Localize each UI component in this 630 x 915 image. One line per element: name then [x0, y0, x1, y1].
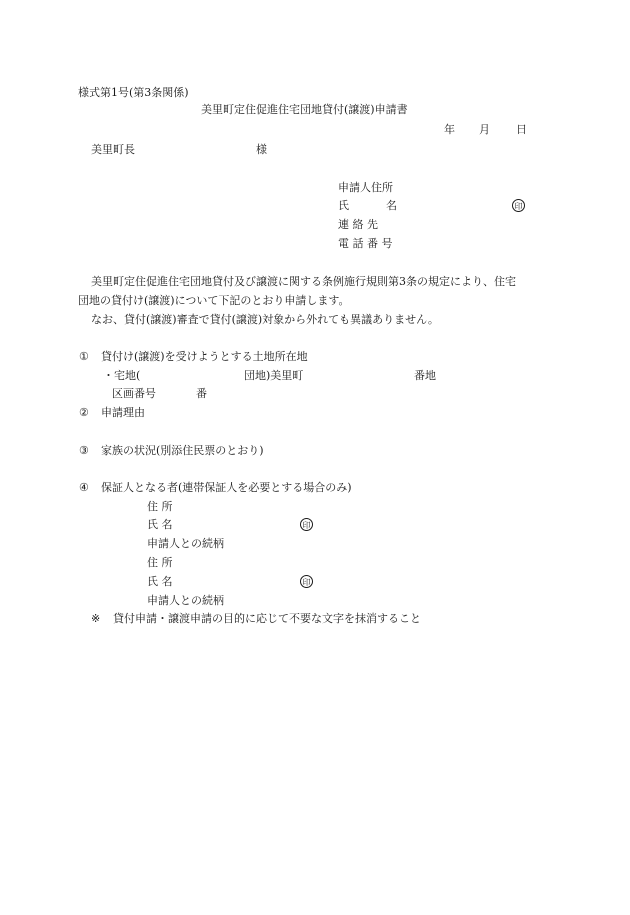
- guarantor-1-seal-mark: 印: [300, 518, 313, 531]
- item-1-number: ①: [79, 350, 89, 363]
- form-title: 美里町定住促進住宅団地貸付(譲渡)申請書: [201, 103, 408, 116]
- item-1-text: 貸付け(譲渡)を受けようとする土地所在地: [101, 350, 308, 363]
- applicant-seal-mark: 印: [512, 199, 525, 212]
- applicant-address-label: 申請人住所: [338, 181, 393, 194]
- applicant-phone-label: 電 話 番 号: [338, 237, 393, 250]
- block-number-unit: 番: [196, 387, 207, 400]
- item-4-number: ④: [79, 481, 89, 494]
- item-3-number: ③: [79, 444, 89, 457]
- block-number-label: 区画番号: [112, 387, 156, 400]
- guarantor-2-seal-mark: 印: [300, 575, 313, 588]
- applicant-name-label-2: 名: [386, 199, 397, 212]
- item-3-text: 家族の状況(別添住民票のとおり): [101, 444, 264, 457]
- guarantor-1-address-label: 住 所: [147, 500, 173, 513]
- guarantor-2-address-label: 住 所: [147, 556, 173, 569]
- guarantor-1-name-label: 氏 名: [147, 518, 173, 531]
- date-day-label: 日: [516, 123, 527, 136]
- applicant-name-label-1: 氏: [338, 199, 349, 212]
- date-month-label: 月: [479, 123, 490, 136]
- item-2-number: ②: [79, 406, 89, 419]
- lot-prefix: ・宅地(: [103, 369, 141, 382]
- body-line-1: 美里町定住促進住宅団地貸付及び譲渡に関する条例施行規則第3条の規定により、住宅: [91, 275, 516, 288]
- lot-suffix: 番地: [414, 369, 436, 382]
- note-mark: ※: [91, 612, 101, 625]
- addressee-name: 美里町長: [91, 143, 135, 156]
- guarantor-2-relation-label: 申請人との続柄: [147, 594, 224, 607]
- guarantor-2-name-label: 氏 名: [147, 575, 173, 588]
- date-year-label: 年: [444, 123, 455, 136]
- item-2-text: 申請理由: [101, 406, 145, 419]
- body-line-3: なお、貸付(譲渡)審査で貸付(譲渡)対象から外れても異議ありません。: [91, 313, 439, 326]
- note-text: 貸付申請・譲渡申請の目的に応じて不要な文字を抹消すること: [113, 612, 421, 625]
- guarantor-1-relation-label: 申請人との続柄: [147, 537, 224, 550]
- body-line-2: 団地の貸付け(譲渡)について下記のとおり申請します。: [78, 294, 350, 307]
- lot-mid: 団地)美里町: [244, 369, 304, 382]
- addressee-honorific: 様: [256, 143, 267, 156]
- form-number: 様式第1号(第3条関係): [78, 86, 189, 99]
- applicant-contact-label: 連 絡 先: [338, 218, 378, 231]
- item-4-text: 保証人となる者(連帯保証人を必要とする場合のみ): [101, 481, 352, 494]
